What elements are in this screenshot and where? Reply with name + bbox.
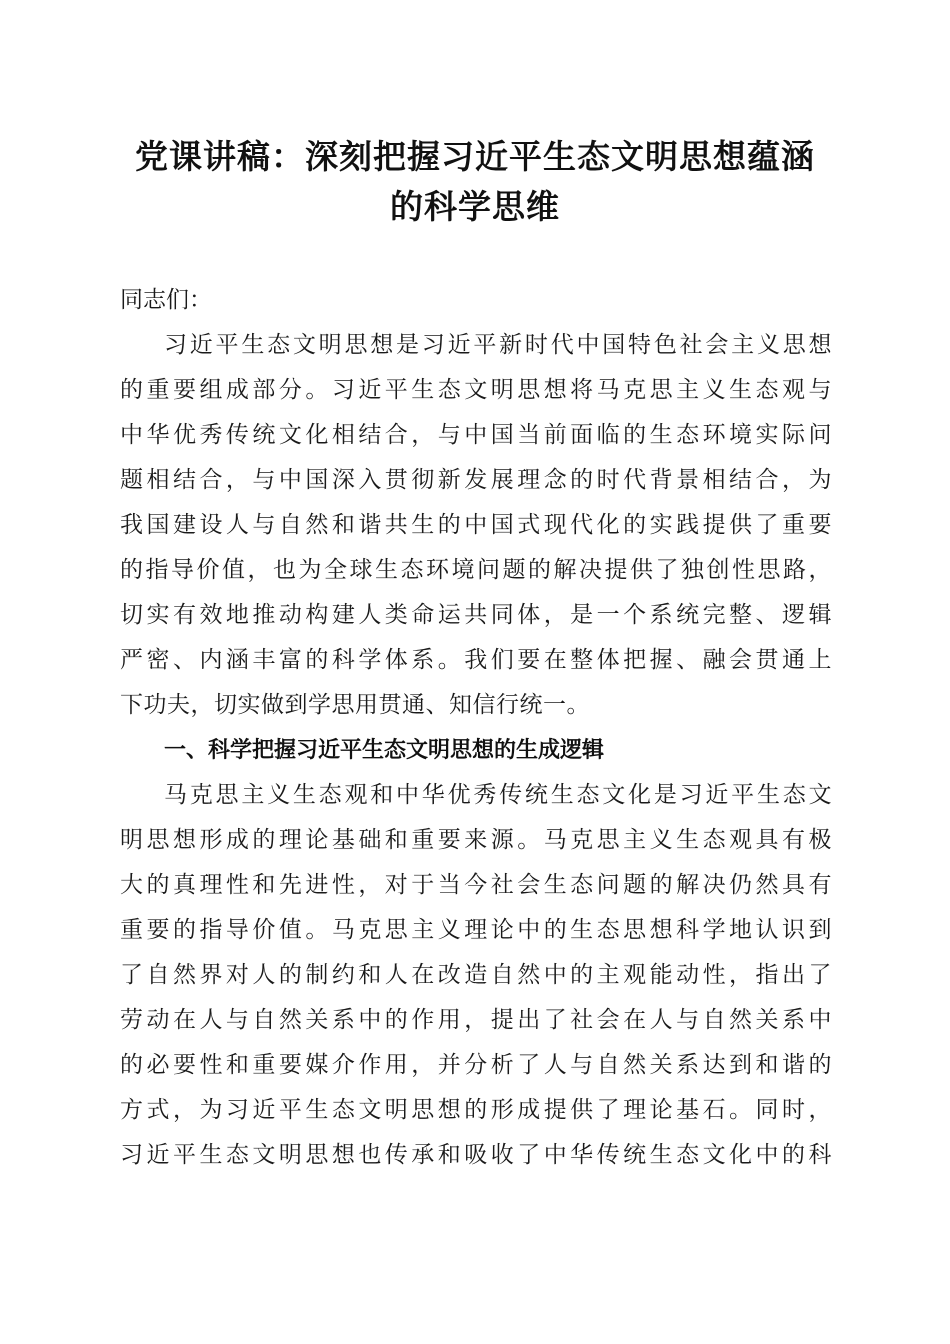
salutation: 同志们： xyxy=(120,287,212,313)
text-line: 了自然界对人的制约和人在改造自然中的主观能动性，指出了 xyxy=(120,962,832,988)
paragraph-1 xyxy=(120,323,832,728)
text-line: 切实有效地推动构建人类命运共同体，是一个系统完整、逻辑 xyxy=(120,602,832,628)
text-line: 下功夫，切实做到学思用贯通、知信行统一。 xyxy=(120,692,590,718)
text-line: 劳动在人与自然关系中的作用，提出了社会在人与自然关系中 xyxy=(120,1007,832,1033)
text-line: 严密、内涵丰富的科学体系。我们要在整体把握、融会贯通上 xyxy=(120,647,832,673)
text-line: 我国建设人与自然和谐共生的中国式现代化的实践提供了重要 xyxy=(120,512,832,538)
text-line: 大的真理性和先进性，对于当今社会生态问题的解决仍然具有 xyxy=(120,872,832,898)
text-line: 方式，为习近平生态文明思想的形成提供了理论基石。同时， xyxy=(120,1097,832,1123)
document-body xyxy=(120,278,832,1178)
text-line: 题相结合，与中国深入贯彻新发展理念的时代背景相结合，为 xyxy=(120,467,832,493)
text-line: 中华优秀传统文化相结合，与中国当前面临的生态环境实际问 xyxy=(120,422,832,448)
text-line: 明思想形成的理论基础和重要来源。马克思主义生态观具有极 xyxy=(120,827,832,853)
section-heading: 一、科学把握习近平生态文明思想的生成逻辑 xyxy=(164,738,605,763)
text-line: 的必要性和重要媒介作用，并分析了人与自然关系达到和谐的 xyxy=(120,1052,832,1078)
text-line: 习近平生态文明思想也传承和吸收了中华传统生态文化中的科 xyxy=(120,1142,832,1168)
text-line: 的指导价值，也为全球生态环境问题的解决提供了独创性思路， xyxy=(120,557,832,583)
text-line: 习近平生态文明思想是习近平新时代中国特色社会主义思想 xyxy=(164,332,832,358)
title-line: 党课讲稿：深刻把握习近平生态文明思想蕴涵 xyxy=(135,137,815,176)
document-title xyxy=(110,132,840,232)
text-line: 马克思主义生态观和中华优秀传统生态文化是习近平生态文 xyxy=(164,782,832,808)
title-line: 的科学思维 xyxy=(390,187,560,226)
text-line: 的重要组成部分。习近平生态文明思想将马克思主义生态观与 xyxy=(120,377,832,403)
paragraph-2 xyxy=(120,773,832,1178)
text-line: 重要的指导价值。马克思主义理论中的生态思想科学地认识到 xyxy=(120,917,832,943)
